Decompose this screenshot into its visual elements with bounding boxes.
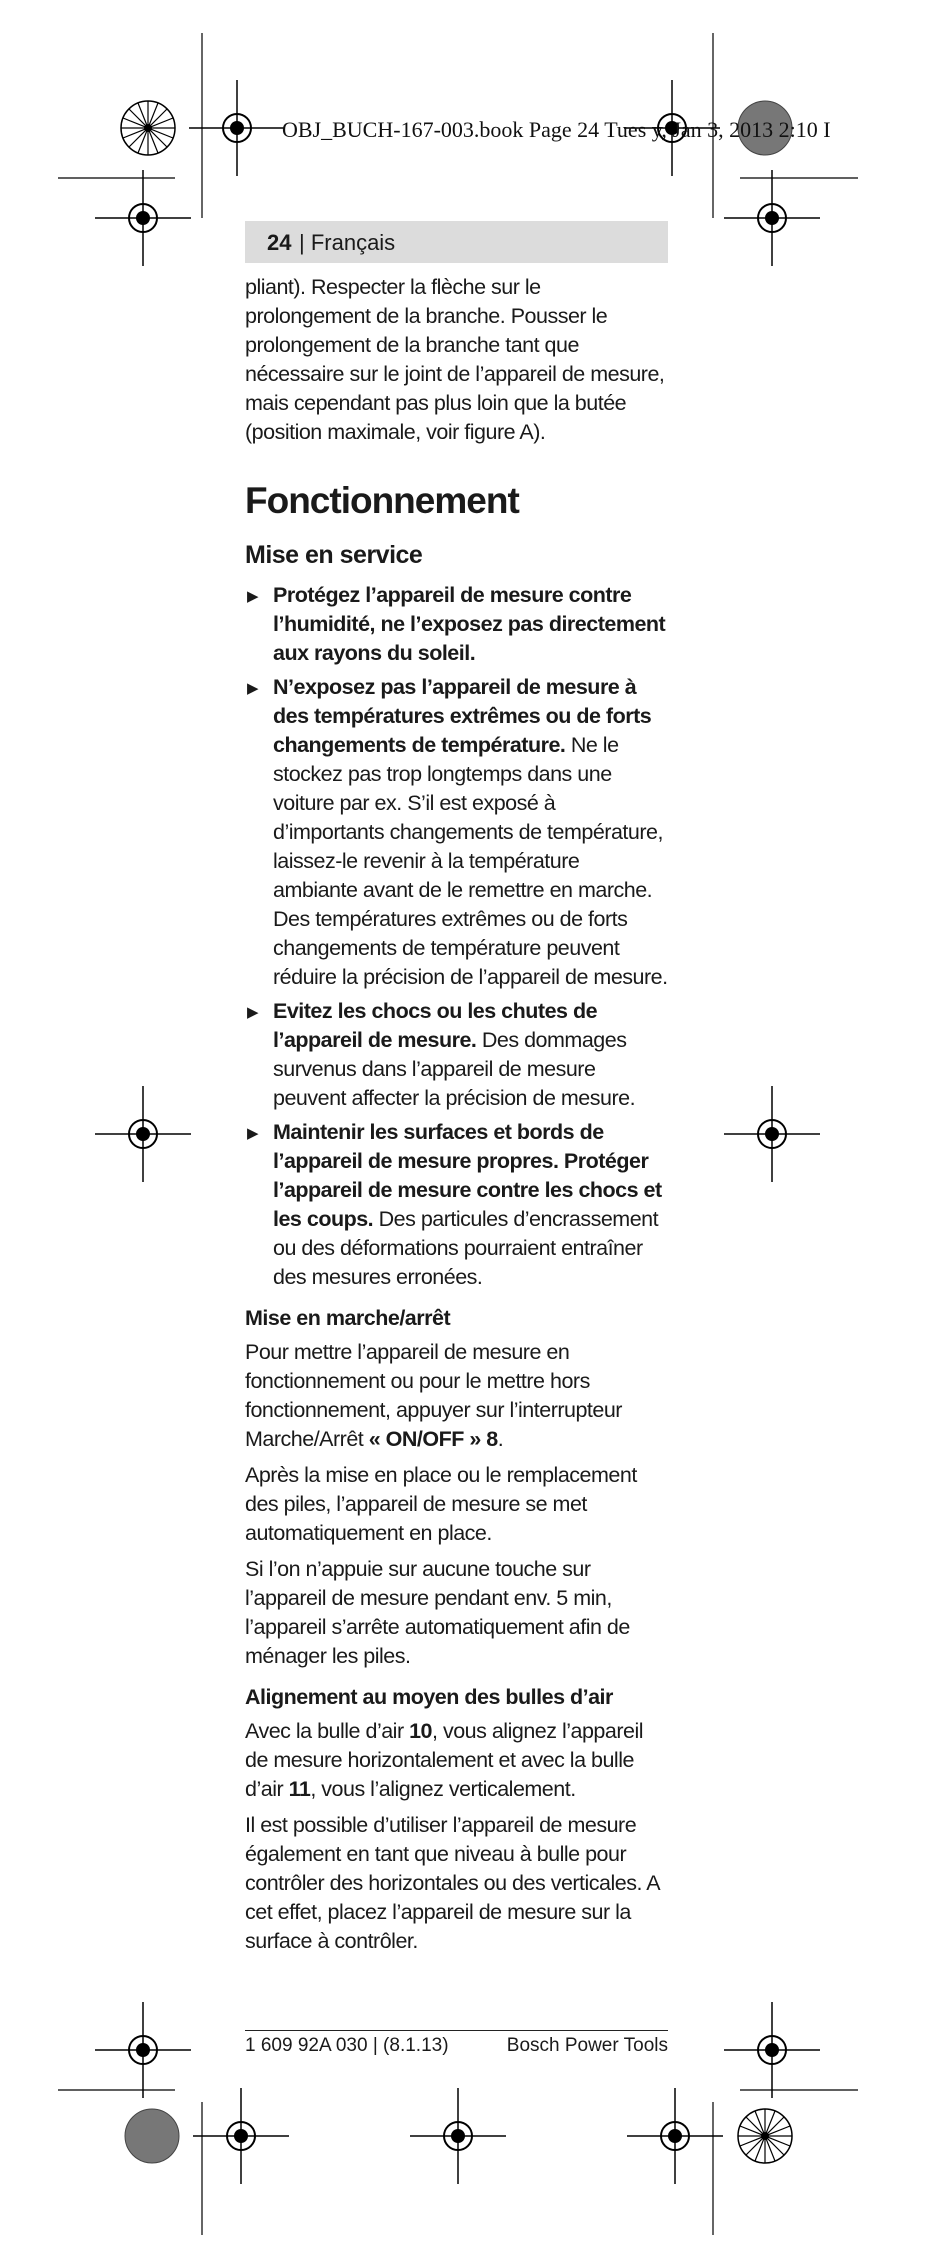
safety-bullet-list: [245, 581, 669, 1292]
registration-mark-top-left: [189, 80, 285, 176]
on-off-paragraph-2: Après la mise en place ou le remplacement des piles, l’appareil de mesure se met automatiquement en place.: [245, 1463, 637, 1545]
bullet-item: ▶ N’exposez pas l’appareil de mesure à des températures extrêmes ou de forts changements de température. Ne le stockez pas trop longtemps dans une voiture par ex. S’il est exposé à d’importants changements de température, laissez-le revenir à la température ambiante avant de le remettre en marche. Des températures extrêmes ou de forts changements de température peuvent réduire la précision de l’appareil de mesure.: [245, 673, 669, 992]
page-language: | Français: [299, 230, 396, 255]
on-off-paragraph-3: Si l’on n’appuie sur aucune touche sur l’appareil de mesure pendant env. 5 min, l’appareil s’arrête automatiquement afin de ménager les piles.: [245, 1557, 630, 1668]
registration-mark-bottom-right: [627, 2088, 723, 2184]
footer-brand: Bosch Power Tools: [506, 2035, 668, 2056]
bullet-item: ▶ Protégez l’appareil de mesure contre l’humidité, ne l’exposez pas directement aux rayons du soleil.: [245, 581, 669, 668]
registration-mark-middle-right: [724, 1086, 820, 1182]
on-off-paragraph-1: Pour mettre l’appareil de mesure en fonctionnement ou pour le mettre hors fonctionnement, appuyer sur l’interrupteur Marche/Arrêt « ON/OFF » 8.: [245, 1340, 622, 1451]
footer-document-number: 1 609 92A 030 | (8.1.13): [245, 2035, 449, 2056]
starburst-mark-top-left: [121, 101, 175, 155]
footer-rule: [245, 2030, 668, 2031]
registration-mark-bottom-center: [410, 2088, 506, 2184]
section-title: Fonctionnement: [245, 480, 519, 521]
page-number: 24: [267, 230, 292, 255]
alignment-paragraph-1: Avec la bulle d’air 10, vous alignez l’appareil de mesure horizontalement et avec la bulle d’air 11, vous l’alignez verticalement.: [245, 1719, 644, 1801]
registration-mark-lower-left: [95, 2002, 191, 2098]
on-off-heading: Mise en marche/arrêt: [245, 1306, 451, 1330]
gray-dot-mark-bottom-left: [125, 2109, 179, 2163]
bullet-item: ▶ Maintenir les surfaces et bords de l’appareil de mesure propres. Protéger l’appareil de mesure contre les chocs et les coups. Des particules d’encrassement ou des déformations pourraient entraîner des mesures erronées.: [245, 1118, 669, 1292]
bullet-item: ▶ Evitez les chocs ou les chutes de l’appareil de mesure. Des dommages survenus dans l’appareil de mesure peuvent affecter la précision de mesure.: [245, 997, 669, 1113]
print-header: OBJ_BUCH-167-003.book Page 24 Tues y, Jan 3, 2013 2:10 I: [282, 117, 831, 142]
registration-mark-bottom-left: [193, 2088, 289, 2184]
document-body: [245, 273, 669, 1963]
registration-mark-upper-left: [95, 170, 191, 266]
page-header-band: [245, 221, 668, 263]
registration-mark-upper-right: [724, 170, 820, 266]
alignment-heading: Alignement au moyen des bulles d’air: [245, 1685, 613, 1709]
subsection-title: Mise en service: [245, 541, 423, 569]
intro-paragraph: pliant). Respecter la flèche sur le prolongement de la branche. Pousser le prolongement de la branche tant que nécessaire sur le joint de l’appareil de mesure, mais cependant pas plus loin que la butée (position maximale, voir figure A).: [245, 275, 665, 444]
registration-mark-lower-right: [724, 2002, 820, 2098]
registration-mark-middle-left: [95, 1086, 191, 1182]
alignment-paragraph-2: Il est possible d’utiliser l’appareil de mesure également en tant que niveau à bulle pour contrôler des horizontales ou des verticales. A cet effet, placez l’appareil de mesure sur la surface à contrôler.: [245, 1813, 659, 1953]
starburst-mark-bottom-right: [738, 2109, 792, 2163]
